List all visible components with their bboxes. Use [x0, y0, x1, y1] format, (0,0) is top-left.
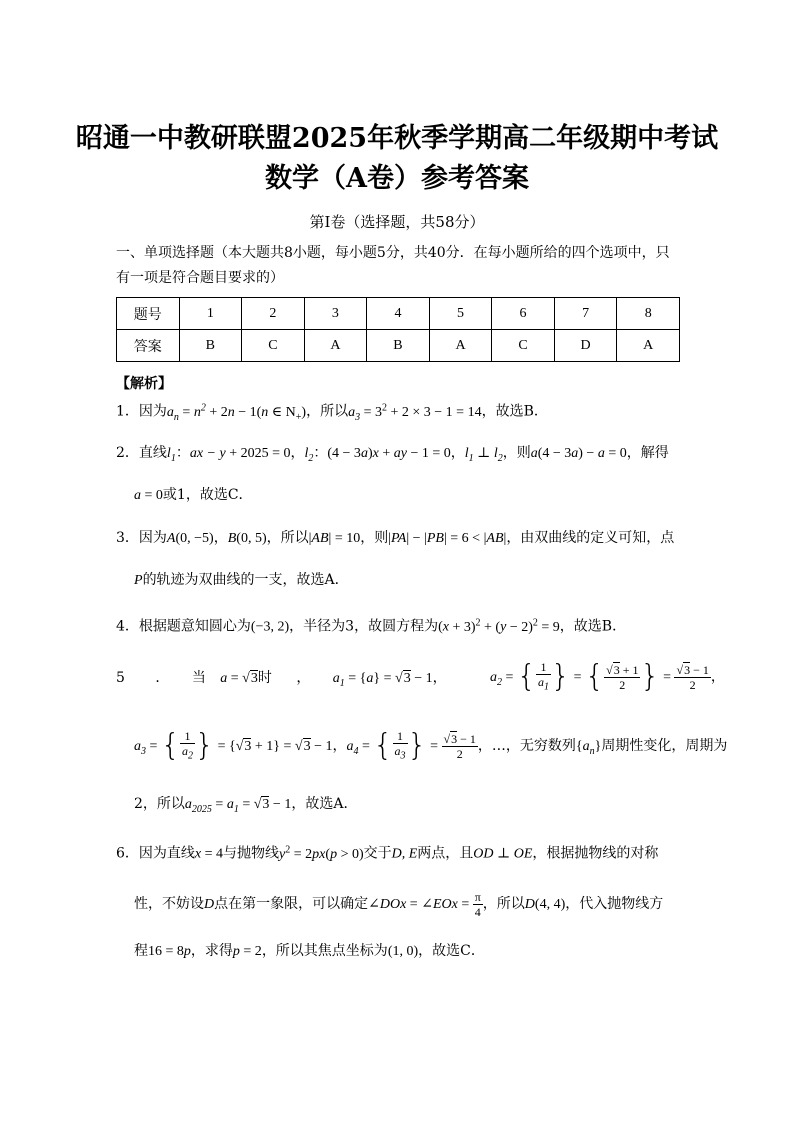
- question-number: 6: [492, 298, 555, 330]
- math-expr: a = √3: [220, 671, 258, 686]
- solution-5-line1: 5 ． 当 a = √3时 ， $a_1 = \{a\} = √3 - 1$，: [116, 670, 447, 689]
- analysis-header: 【解析】: [116, 376, 172, 392]
- answer-cell: A: [617, 330, 680, 362]
- math-expr: a(4 − 3a) − a = 0: [530, 446, 627, 461]
- question-number: 8: [617, 298, 680, 330]
- math-expr: (4 − 3a)x + ay − 1 = 0: [327, 446, 451, 461]
- question-number: 4: [367, 298, 430, 330]
- math-expr: $a_1 = \{a\} = √3 - 1$: [332, 671, 433, 689]
- answer-cell: B: [179, 330, 242, 362]
- math-expr: A(0, −5): [166, 531, 214, 546]
- answer-cell: C: [242, 330, 305, 362]
- section-title: 第Ⅰ卷（选择题，共58分）: [309, 213, 485, 231]
- document-title-line1: 昭通一中教研联盟2025年秋季学期高二年级期中考试: [75, 123, 719, 154]
- math-expr: |PA| − |PB| = 6 < |AB|: [388, 531, 507, 546]
- answer-cell: B: [367, 330, 430, 362]
- solution-1: 1．因为$a_n = n^2 + 2n - 1(n$ ∈ $N_+$)，所以$a_3 = 3^2 + 2 \times 3 - 1 = 14$，故选B．: [116, 402, 548, 423]
- answer-cell: A: [304, 330, 367, 362]
- solution-3-line2: P的轨迹为双曲线的一支，故选A．: [134, 572, 349, 588]
- row-label-answer: 答案: [117, 330, 180, 362]
- math-expr: $l_1$ ⊥ $l_2$: [464, 446, 503, 464]
- math-expr: |AB| = 10: [308, 531, 361, 546]
- intro-line1: 一、单项选择题（本大题共8小题，每小题5分，共40分．在每小题所给的四个选项中，只: [116, 245, 670, 261]
- math-expr: $a_{2025} = a_1 = √3 - 1$: [184, 797, 292, 815]
- answer-cell: D: [554, 330, 617, 362]
- solution-5-line3: 2，所以$a_{2025} = a_1 = √3 - 1$，故选A．: [134, 796, 358, 815]
- intro-line2: 有一项是符合题目要求的）: [116, 270, 284, 286]
- question-number: 2: [242, 298, 305, 330]
- math-expr: ax − y + 2025 = 0: [189, 446, 291, 461]
- table-row-numbers: [117, 298, 680, 330]
- math-expr: ∠DOx = ∠EOx =: [368, 897, 473, 912]
- question-number: 3: [304, 298, 367, 330]
- table-row-answers: [117, 330, 680, 362]
- math-expr: $a_3 = 3^2 + 2 \times 3 - 1 = 14$: [348, 402, 482, 423]
- solution-2-line2: a = 0或1，故选C．: [134, 487, 253, 503]
- solution-5-a2: $a_2$ = { $\frac{1}{a_1}$ } = { $\frac{√3 + 1}{2}$ } = $\frac{√3 - 1}{2}$ ，: [490, 659, 725, 694]
- question-number: 7: [554, 298, 617, 330]
- solution-2-line1: 2．直线$l_1$：ax − y + 2025 = 0，$l_2$：(4 − 3a)x + ay − 1 = 0，$l_1$ ⊥ $l_2$，则a(4 − 3a) − a = 0，解得: [116, 445, 669, 464]
- answer-cell: A: [429, 330, 492, 362]
- math-expr: $y^2 = 2px(p > 0)$: [279, 844, 364, 862]
- solution-6-line2: 性，不妨设D点在第一象限，可以确定∠DOx = ∠EOx = $\frac{\pi}{4}$ ，所以D(4, 4)，代入抛物线方: [134, 889, 664, 919]
- solution-6-line1: 6．因为直线x = 4与抛物线$y^2 = 2px(p > 0)$交于D, E两点，且OD ⊥ OE，根据抛物线的对称: [116, 844, 659, 862]
- solution-5-line2: $a_3$ = { $\frac{1}{a_2}$ } = {√3 + 1} = √3 − 1，$a_4$ = { $\frac{1}{a_3}$ } = $\frac{√3 - 1}{2}$ ，…，无穷数列$\{a_n\}$周期性变化，周期为: [134, 728, 728, 763]
- solution-6-line3: 程16 = 8p，求得p = 2，所以其焦点坐标为(1, 0)，故选C．: [134, 943, 485, 959]
- answer-cell: C: [492, 330, 555, 362]
- document-title-line2: 数学（A卷）参考答案: [265, 163, 529, 194]
- math-expr: (−3, 2): [250, 619, 290, 635]
- question-number: 1: [179, 298, 242, 330]
- row-label-number: 题号: [117, 298, 180, 330]
- math-expr: $(x + 3)^2 + (y - 2)^2 = 9$: [438, 617, 560, 635]
- question-number: 5: [429, 298, 492, 330]
- answer-table: [116, 297, 680, 362]
- solution-4: 4．根据题意知圆心为(−3, 2)，半径为3，故圆方程为$(x + 3)^2 + (y - 2)^2 = 9$，故选B．: [116, 617, 627, 635]
- math-expr: B(0, 5): [227, 531, 267, 546]
- math-expr: $a_n = n^2 + 2n - 1(n$ ∈ $N_+$): [166, 402, 307, 423]
- solution-3-line1: 3．因为A(0, −5)，B(0, 5)，所以|AB| = 10，则|PA| − |PB| = 6 < |AB|，由双曲线的定义可知，点: [116, 530, 675, 546]
